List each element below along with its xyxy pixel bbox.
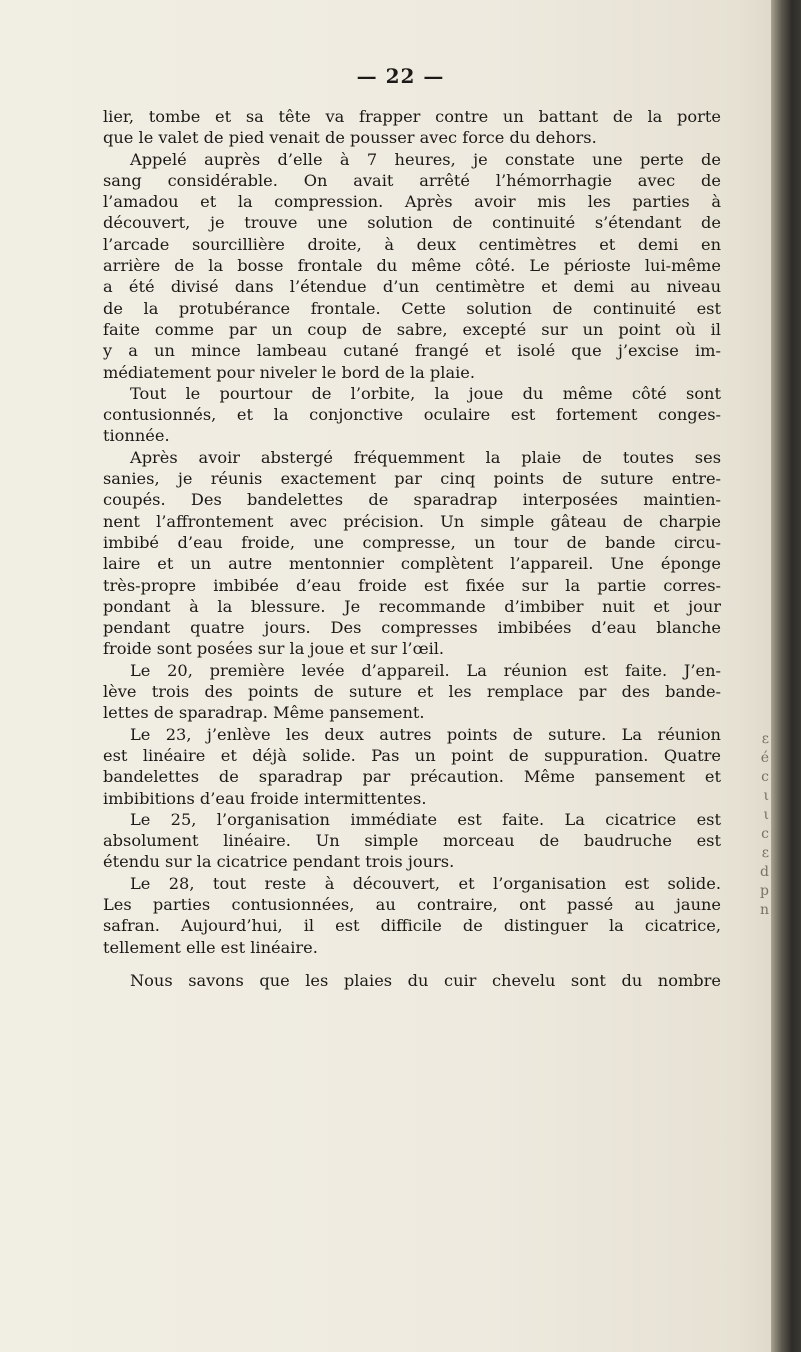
text-line: laire et un autre mentonnier complètent l’appareil. Une éponge <box>103 554 721 574</box>
text-line: Le 20, première levée d’appareil. La réunion est faite. J’en- <box>130 660 721 680</box>
text-line: Tout le pourtour de l’orbite, la joue du même côté sont <box>130 383 721 403</box>
paragraph-gap <box>103 958 721 970</box>
bleed-glyph: é <box>760 750 769 766</box>
text-line: Le 28, tout reste à découvert, et l’organisation est solide. <box>130 873 721 893</box>
text-line: médiatement pour niveler le bord de la plaie. <box>103 362 476 382</box>
text-line: Après avoir abstergé fréquemment la plaie de toutes ses <box>130 447 721 467</box>
bleed-glyph: c <box>761 769 769 785</box>
text-line: tionnée. <box>103 426 170 446</box>
text-line: Les parties contusionnées, au contraire, ont passé au jaune <box>103 894 721 914</box>
text-line: découvert, je trouve une solution de continuité s’étendant de <box>103 213 721 233</box>
text-line: que le valet de pied venait de pousser avec force du dehors. <box>103 128 597 148</box>
bleed-glyph: ε <box>761 845 769 861</box>
page-number: — 22 — <box>356 64 445 88</box>
text-line: Appelé auprès d’elle à 7 heures, je constate une perte de <box>130 149 721 169</box>
text-line: l’arcade sourcillière droite, à deux centimètres et demi en <box>103 234 721 254</box>
binding-gutter <box>771 0 801 1352</box>
text-line: Le 23, j’enlève les deux autres points de suture. La réunion <box>130 724 721 744</box>
text-line: est linéaire et déjà solide. Pas un point de suppuration. Quatre <box>103 745 721 765</box>
text-line: coupés. Des bandelettes de sparadrap interposées maintien- <box>103 490 721 510</box>
bleed-glyph: d <box>760 864 769 880</box>
text-line: imbibitions d’eau froide intermittentes. <box>103 788 427 808</box>
text-line: de la protubérance frontale. Cette solution de continuité est <box>103 298 721 318</box>
text-line: y a un mince lambeau cutané frangé et isolé que j’excise im- <box>103 341 721 361</box>
text-line: lier, tombe et sa tête va frapper contre un battant de la porte <box>103 107 721 126</box>
bleed-glyph: ι <box>763 807 769 823</box>
text-line: bandelettes de sparadrap par précaution. Même pansement et <box>103 767 721 787</box>
text-line: arrière de la bosse frontale du même côté. Le périoste lui-même <box>103 256 721 276</box>
text-line: Nous savons que les plaies du cuir chevelu sont du nombre <box>130 970 721 990</box>
text-line: lettes de sparadrap. Même pansement. <box>103 703 425 723</box>
bleed-glyph: ε <box>761 731 769 747</box>
text-line: sanies, je réunis exactement par cinq points de suture entre- <box>103 469 721 489</box>
text-line: sang considérable. On avait arrêté l’hémorrhagie avec de <box>103 170 721 190</box>
text-line: lève trois des points de suture et les remplace par des bande- <box>103 682 721 702</box>
body-text <box>103 106 721 991</box>
text-line: safran. Aujourd’hui, il est difficile de distinguer la cicatrice, <box>103 916 721 936</box>
text-line: étendu sur la cicatrice pendant trois jours. <box>103 852 455 872</box>
text-line: pondant à la blessure. Je recommande d’imbiber nuit et jour <box>103 596 721 616</box>
bleed-glyph: ι <box>763 788 769 804</box>
text-line: très-propre imbibée d’eau froide est fixée sur la partie corres- <box>103 575 721 595</box>
text-line: Le 25, l’organisation immédiate est faite. La cicatrice est <box>130 809 721 829</box>
text-line: froide sont posées sur la joue et sur l’œil. <box>103 639 445 659</box>
text-line: pendant quatre jours. Des compresses imbibées d’eau blanche <box>103 618 721 638</box>
text-line: absolument linéaire. Un simple morceau de baudruche est <box>103 831 721 851</box>
text-line: faite comme par un coup de sabre, excepté sur un point où il <box>103 319 721 339</box>
bleed-glyph: n <box>759 902 769 918</box>
text-line: imbibé d’eau froide, une compresse, un tour de bande circu- <box>103 532 721 552</box>
text-line: contusionnés, et la conjonctive oculaire est fortement conges- <box>103 405 721 425</box>
text-line: nent l’affrontement avec précision. Un simple gâteau de charpie <box>103 511 721 531</box>
text-line: tellement elle est linéaire. <box>103 937 318 957</box>
bleed-glyph: c <box>761 826 769 842</box>
facing-page-bleed <box>751 730 769 918</box>
text-line: a été divisé dans l’étendue d’un centimètre et demi au niveau <box>103 277 721 297</box>
bleed-glyph: p <box>760 883 769 899</box>
text-line: l’amadou et la compression. Après avoir mis les parties à <box>103 192 721 212</box>
